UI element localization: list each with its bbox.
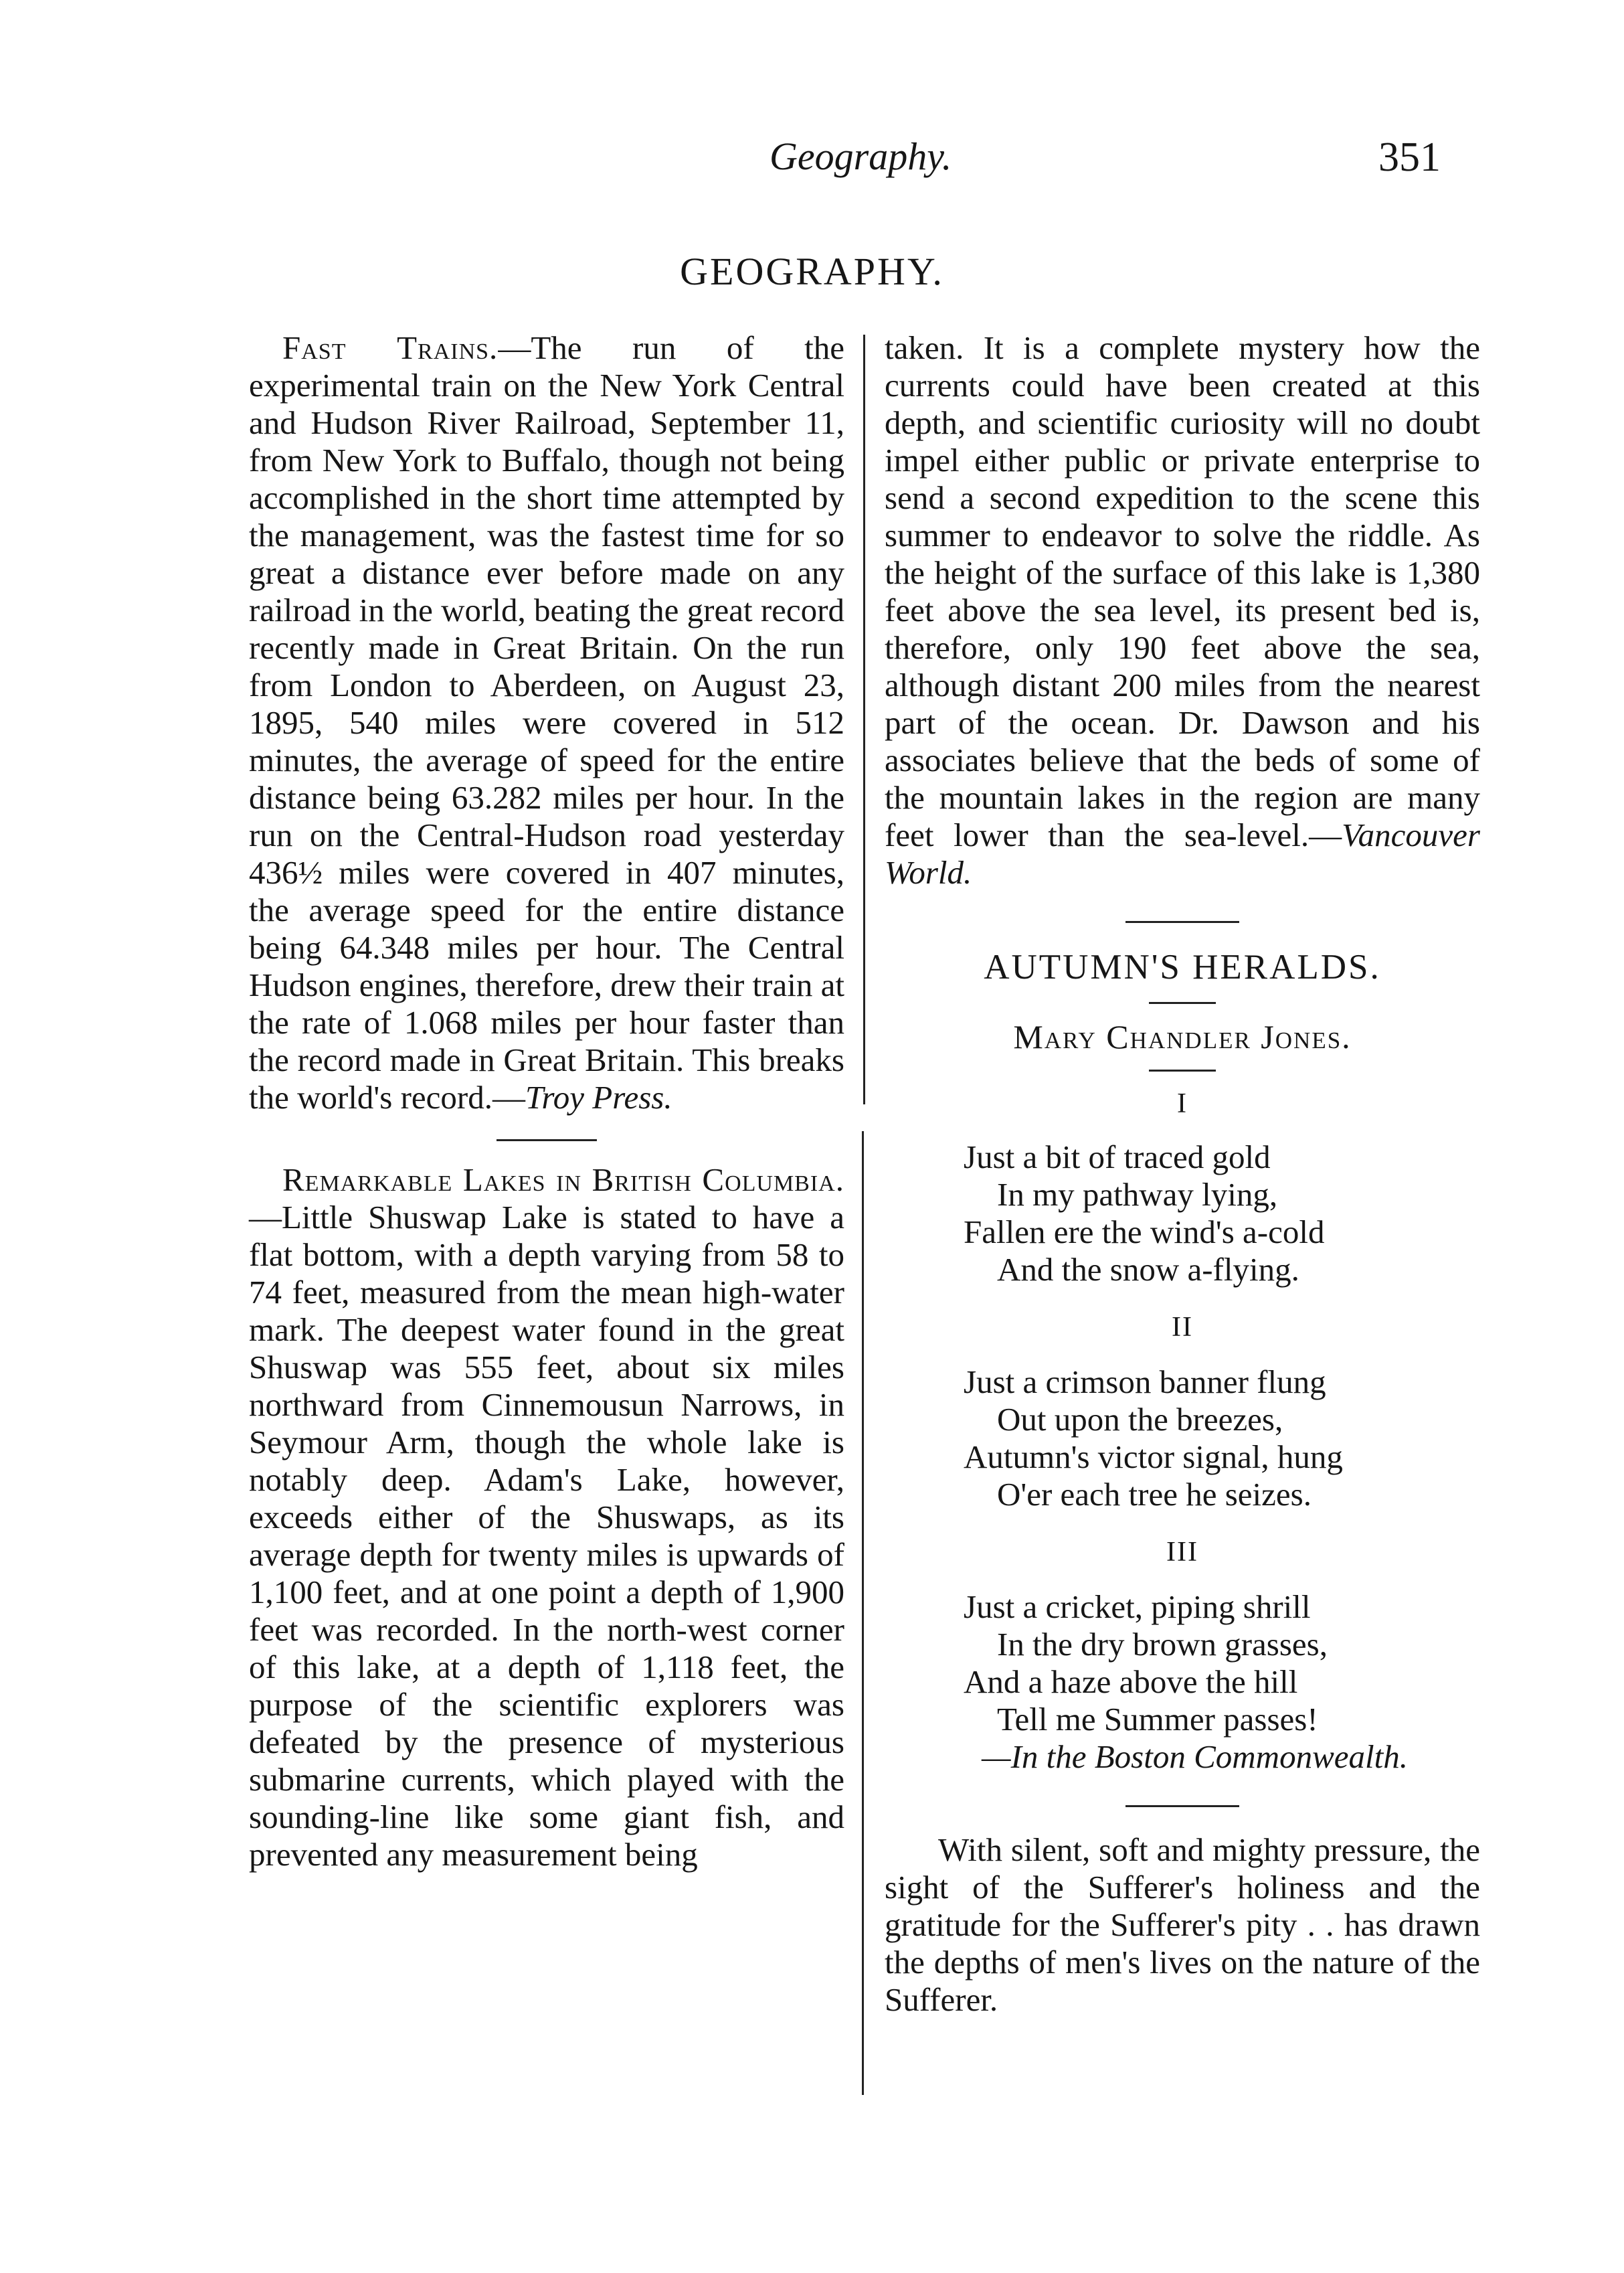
poem-line: Just a bit of traced gold [964,1139,1271,1175]
article-remarkable-lakes [249,1161,844,1873]
stanza-numeral: II [1172,1312,1193,1343]
article-separator [1125,921,1239,923]
poem-title-rule [1149,1002,1216,1004]
article-source-remarkable-lakes: Vancouver World. [885,817,1480,891]
closing-paragraph: With silent, soft and mighty pressure, the sight of the Sufferer's holiness and the gratitude for the Sufferer's pity . . has drawn the depths of men's lives on the nature of the Sufferer. [885,1831,1480,2018]
poem-author: Mary Chandler Jones. [1013,1018,1352,1056]
poem-line: And the snow a-flying. [997,1251,1299,1288]
column-divider [863,335,865,1104]
poem-attribution: —In the Boston Commonwealth. [982,1738,1408,1775]
poem-line: Just a crimson banner flung [964,1363,1326,1400]
section-heading: GEOGRAPHY. [680,250,944,293]
poem-title: AUTUMN'S HERALDS. [984,948,1381,987]
poem-stanza [964,1588,1480,1738]
article-separator [497,1139,597,1141]
poem-author-rule [1149,1070,1216,1072]
article-title-remarkable-lakes: Remarkable Lakes in British Columbia. [282,1161,844,1198]
poem-line: In my pathway lying, [997,1176,1278,1213]
poem-line: Tell me Summer passes! [997,1701,1318,1738]
poem-line: Out upon the breezes, [997,1401,1283,1438]
poem-line: And a haze above the hill [964,1663,1298,1700]
column-divider-lower [862,1131,864,2095]
poem-line: Fallen ere the wind's a-cold [964,1213,1325,1250]
poem-line: In the dry brown grasses, [997,1626,1328,1663]
article-body-remarkable-lakes-part-2: taken. It is a complete mystery how the currents could have been created at this depth, and scientific curiosity will no doubt impel either public or private enterprise to send a second expedition to the scene this summer to endeavor to solve the riddle. As the height of the surface of this lake is 1,380 feet above the sea level, its present bed is, therefore, only 190 feet above the sea, although distant 200 miles from the nearest part of the ocean. Dr. Dawson and his associates believe that the beds of some of the mountain lakes in the region are many feet lower than the sea-level.— [885,329,1480,853]
poem-line: Just a cricket, piping shrill [964,1588,1311,1625]
poem-stanza [964,1363,1480,1513]
right-column [885,329,1480,2019]
left-column [249,329,844,1873]
poem-line: Autumn's victor signal, hung [964,1438,1343,1475]
page-number: 351 [1378,135,1441,180]
article-body-remarkable-lakes-part-1: —Little Shuswap Lake is stated to have a flat bottom, with a depth varying from 58 to 74 feet, measured from the mean high-water mark. The deepest water found in the great Shuswap was 555 feet, about six miles northward from Cinnemousun Narrows, in Seymour Arm, though the whole lake is notably deep. Adam's Lake, however, exceeds either of the Shuswaps, as its average depth for twenty miles is upwards of 1,100 feet, and at one point a depth of 1,900 feet was recorded. In the north-west corner of this lake, at a depth of 1,118 feet, the purpose of the scientific explorers was defeated by the presence of mysterious submarine currents, which played with the sounding-line like some giant fish, and prevented any measurement being [249,1199,844,1873]
article-title-fast-trains: Fast Trains. [282,329,499,366]
stanza-numeral: I [1177,1088,1188,1119]
article-remarkable-lakes-continued [885,329,1480,892]
stanza-numeral: III [1166,1537,1198,1568]
poem-line: O'er each tree he seizes. [997,1476,1312,1513]
poem-stanza [964,1139,1480,1288]
article-separator [1125,1805,1239,1807]
running-title: Geography. [770,135,952,178]
article-fast-trains [249,329,844,1116]
article-body-fast-trains: —The run of the experimental train on the New York Central and Hudson River Railroad, September 11, from New York to Buffalo, though not being accomplished in the short time attempted by the management, was the fastest time for so great a distance ever before made on any railroad in the world, beating the great record recently made in Great Britain. On the run from London to Aberdeen, on August 23, 1895, 540 miles were covered in 512 minutes, the average of speed for the entire distance being 63.282 miles per hour. In the run on the Central-Hudson road yesterday 436½ miles were covered in 407 minutes, the average speed for the entire distance being 64.348 miles per hour. The Central Hudson engines, therefore, drew their train at the rate of 1.068 miles per hour faster than the record made in Great Britain. This breaks the world's record.— [249,329,845,1116]
article-source-fast-trains: Troy Press. [525,1079,672,1116]
